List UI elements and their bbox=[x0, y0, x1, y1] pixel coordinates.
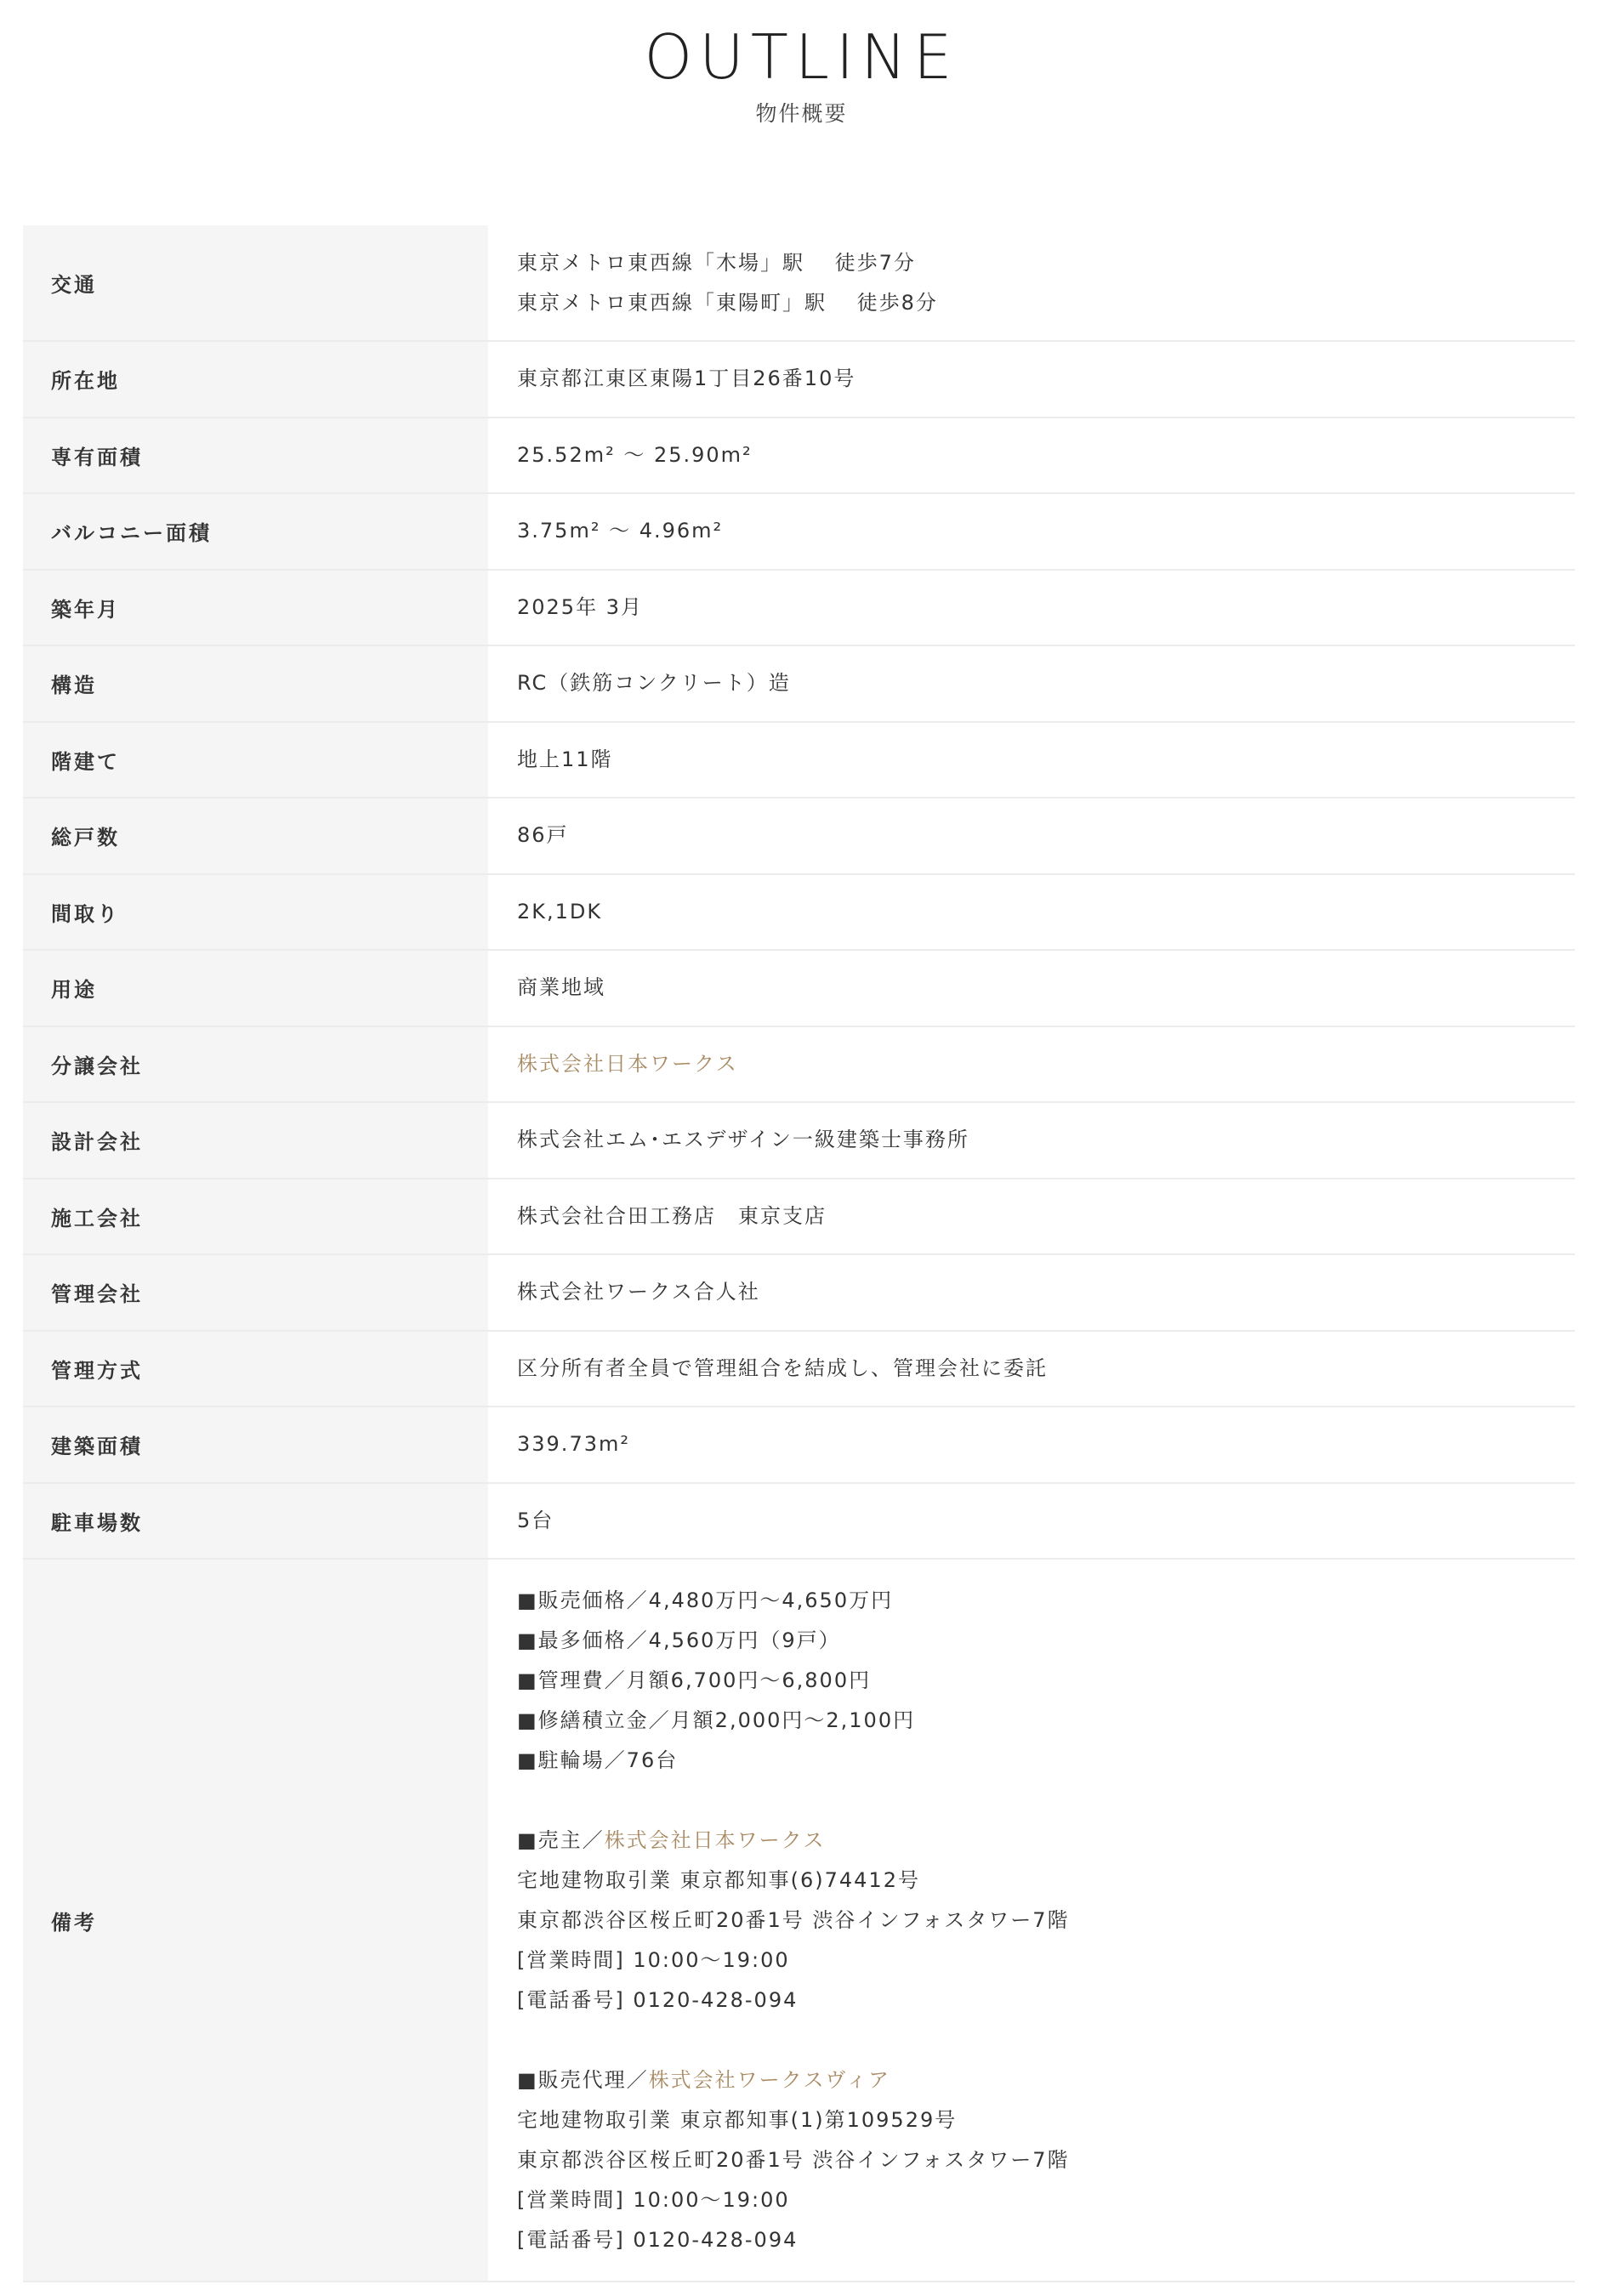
table-row-design-company bbox=[23, 1103, 1575, 1179]
row-value bbox=[488, 571, 1575, 645]
row-value bbox=[488, 875, 1575, 950]
row-label: 築年月 bbox=[23, 571, 488, 645]
row-value bbox=[488, 418, 1575, 493]
row-value bbox=[488, 494, 1575, 569]
row-label: 構造 bbox=[23, 646, 488, 721]
row-label: 設計会社 bbox=[23, 1103, 488, 1178]
table-row-balcony-area bbox=[23, 494, 1575, 571]
row-label: バルコニー面積 bbox=[23, 494, 488, 569]
table-row-use bbox=[23, 951, 1575, 1027]
row-label: 所在地 bbox=[23, 342, 488, 417]
page-subtitle: 物件概要 bbox=[755, 101, 848, 126]
floors-value: 地上11階 bbox=[517, 747, 613, 771]
balcony-area-value: 3.75m² 〜 4.96m² bbox=[517, 519, 724, 543]
agent-prefix: ■販売代理／ bbox=[517, 2067, 649, 2092]
table-row-parking bbox=[23, 1484, 1575, 1560]
row-value bbox=[488, 1255, 1575, 1330]
notes-agent-line bbox=[517, 2060, 1575, 2100]
agent-link[interactable]: 株式会社ワークスヴィア bbox=[648, 2067, 891, 2092]
access-line-2: 東京メトロ東西線「東陽町」駅 徒歩8分 bbox=[517, 290, 938, 315]
table-row-address bbox=[23, 342, 1575, 418]
notes-seller-hours: [営業時間] 10:00〜19:00 bbox=[517, 1947, 790, 1972]
notes-agent-phone: [電話番号] 0120-428-094 bbox=[517, 2227, 799, 2252]
notes-agent-hours: [営業時間] 10:00〜19:00 bbox=[517, 2187, 790, 2212]
row-label: 建築面積 bbox=[23, 1407, 488, 1482]
table-row-structure bbox=[23, 646, 1575, 723]
access-line-1: 東京メトロ東西線「木場」駅 徒歩7分 bbox=[517, 250, 916, 275]
notes-agent-license: 宅地建物取引業 東京都知事(1)第109529号 bbox=[517, 2107, 958, 2132]
row-value bbox=[488, 1027, 1575, 1102]
table-row-built bbox=[23, 571, 1575, 647]
construction-company-value: 株式会社合田工務店 東京支店 bbox=[517, 1203, 827, 1228]
notes-common-price: ■最多価格／4,560万円（9戸） bbox=[517, 1628, 841, 1652]
row-value bbox=[488, 1179, 1575, 1254]
outline-table bbox=[23, 225, 1575, 2282]
row-label: 専有面積 bbox=[23, 418, 488, 493]
notes-repair-fund: ■修繕積立金／月額2,000円〜2,100円 bbox=[517, 1708, 916, 1732]
row-value bbox=[488, 1103, 1575, 1178]
seller-prefix: ■売主／ bbox=[517, 1827, 605, 1852]
table-row-seller-company bbox=[23, 1027, 1575, 1104]
table-row-notes bbox=[23, 1560, 1575, 2282]
row-value bbox=[488, 798, 1575, 873]
page-header bbox=[0, 20, 1603, 128]
table-row-floors bbox=[23, 723, 1575, 799]
parking-value: 5台 bbox=[517, 1508, 554, 1532]
row-label: 管理会社 bbox=[23, 1255, 488, 1330]
notes-seller-phone: [電話番号] 0120-428-094 bbox=[517, 1987, 799, 2012]
table-row-access bbox=[23, 225, 1575, 342]
table-row-layout bbox=[23, 875, 1575, 952]
notes-management-fee: ■管理費／月額6,700円〜6,800円 bbox=[517, 1668, 872, 1692]
building-area-value: 339.73m² bbox=[517, 1432, 630, 1457]
built-value: 2025年 3月 bbox=[517, 594, 643, 619]
table-row-floor-area bbox=[23, 418, 1575, 495]
table-row-units bbox=[23, 798, 1575, 875]
row-label: 用途 bbox=[23, 951, 488, 1026]
row-value bbox=[488, 646, 1575, 721]
notes-seller-address: 東京都渋谷区桜丘町20番1号 渋谷インフォスタワー7階 bbox=[517, 1907, 1070, 1932]
row-label: 分譲会社 bbox=[23, 1027, 488, 1102]
page-title: OUTLINE bbox=[644, 21, 959, 93]
notes-seller-license: 宅地建物取引業 東京都知事(6)74412号 bbox=[517, 1867, 920, 1892]
design-company-value: 株式会社エム･エスデザイン一級建築士事務所 bbox=[517, 1128, 969, 1152]
use-value: 商業地域 bbox=[517, 975, 605, 1000]
notes-bicycle: ■駐輪場／76台 bbox=[517, 1748, 679, 1772]
seller-link[interactable]: 株式会社日本ワークス bbox=[604, 1827, 826, 1852]
row-label: 総戸数 bbox=[23, 798, 488, 873]
table-row-construction-company bbox=[23, 1179, 1575, 1256]
row-value bbox=[488, 342, 1575, 417]
row-value bbox=[488, 1484, 1575, 1559]
table-row-management-method bbox=[23, 1332, 1575, 1408]
structure-value: RC（鉄筋コンクリート）造 bbox=[517, 671, 791, 696]
notes-seller-line bbox=[517, 1821, 1575, 1861]
address-value: 東京都江東区東陽1丁目26番10号 bbox=[517, 367, 856, 391]
row-label: 階建て bbox=[23, 723, 488, 798]
row-value bbox=[488, 1332, 1575, 1407]
table-row-building-area bbox=[23, 1407, 1575, 1484]
notes-value bbox=[488, 1560, 1575, 2281]
row-value bbox=[488, 225, 1575, 340]
row-value bbox=[488, 1407, 1575, 1482]
row-value bbox=[488, 723, 1575, 798]
row-label: 間取り bbox=[23, 875, 488, 950]
notes-agent-address: 東京都渋谷区桜丘町20番1号 渋谷インフォスタワー7階 bbox=[517, 2147, 1070, 2172]
management-company-value: 株式会社ワークス合人社 bbox=[517, 1280, 760, 1304]
row-label: 施工会社 bbox=[23, 1179, 488, 1254]
units-value: 86戸 bbox=[517, 823, 569, 848]
row-label: 備考 bbox=[23, 1560, 488, 2281]
table-row-management-company bbox=[23, 1255, 1575, 1332]
layout-value: 2K,1DK bbox=[517, 899, 603, 924]
row-label: 交通 bbox=[23, 225, 488, 340]
floor-area-value: 25.52m² 〜 25.90m² bbox=[517, 442, 753, 467]
spacer bbox=[517, 2020, 1575, 2060]
seller-company-link[interactable]: 株式会社日本ワークス bbox=[517, 1051, 738, 1076]
notes-price: ■販売価格／4,480万円〜4,650万円 bbox=[517, 1588, 894, 1612]
row-label: 駐車場数 bbox=[23, 1484, 488, 1559]
management-method-value: 区分所有者全員で管理組合を結成し、管理会社に委託 bbox=[517, 1355, 1048, 1380]
spacer bbox=[517, 1781, 1575, 1821]
row-label: 管理方式 bbox=[23, 1332, 488, 1407]
row-value bbox=[488, 951, 1575, 1026]
